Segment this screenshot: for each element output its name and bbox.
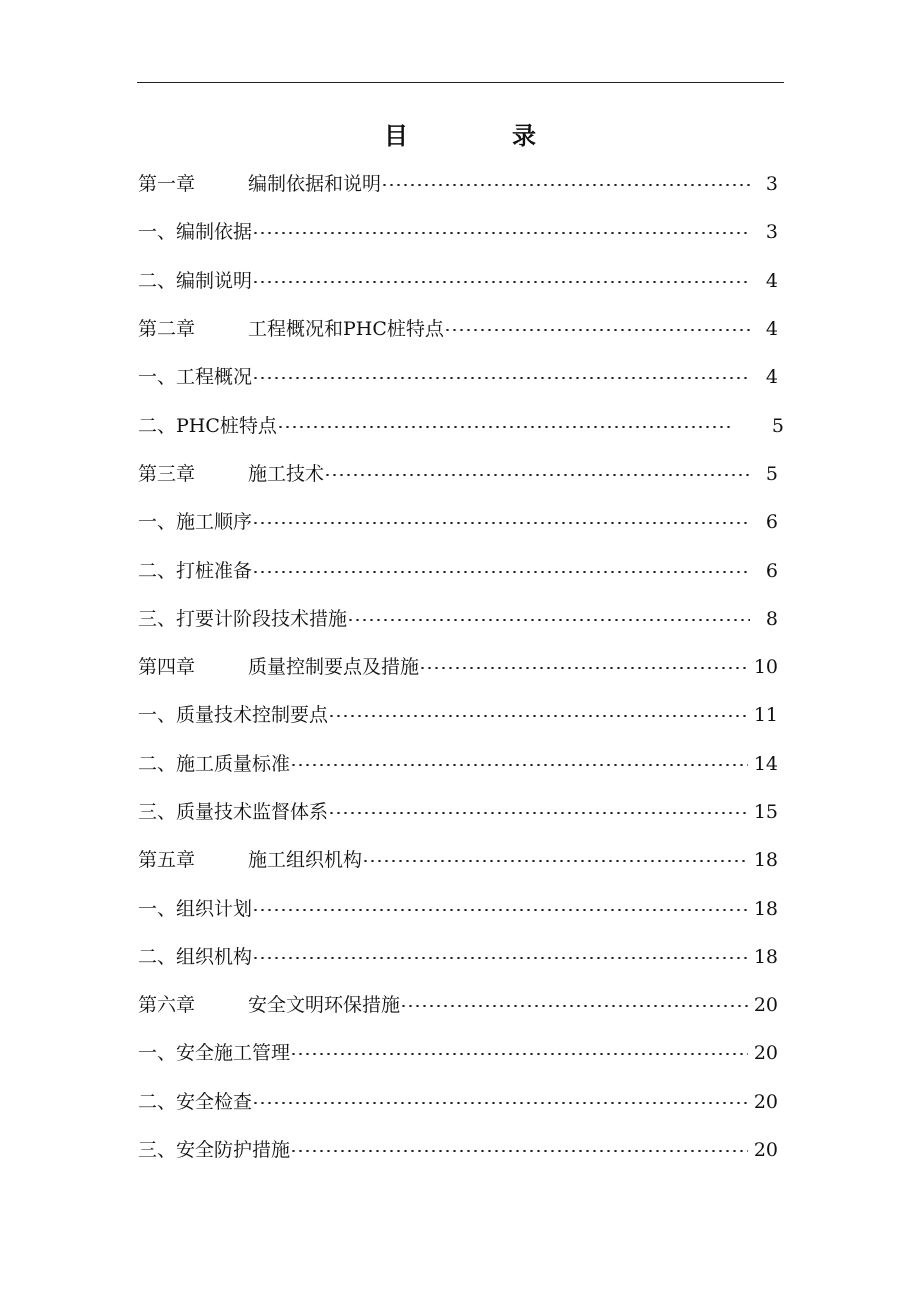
table-of-contents — [138, 160, 784, 1174]
toc-entry-section[interactable] — [138, 691, 778, 739]
page-number: 14 — [753, 752, 778, 775]
dot-leader — [328, 715, 748, 717]
toc-entry-title: 三、打要计阶段技术措施 — [138, 607, 348, 630]
page-number: 18 — [753, 849, 778, 872]
dot-leader — [400, 1005, 748, 1007]
toc-entry-title: 二、编制说明 — [138, 269, 253, 292]
toc-entry-title: 施工组织机构 — [248, 849, 363, 872]
toc-entry-title: 一、质量技术控制要点 — [138, 704, 329, 727]
chapter-number: 第六章 — [138, 994, 196, 1017]
toc-entry-chapter-6[interactable] — [138, 981, 778, 1029]
dot-leader — [290, 1150, 748, 1152]
page-number: 3 — [765, 173, 778, 196]
toc-entry-chapter-2[interactable] — [138, 305, 778, 353]
toc-entry-title: 安全文明环保措施 — [248, 994, 401, 1017]
dot-leader — [252, 281, 750, 283]
toc-entry-section[interactable] — [138, 208, 778, 256]
page-number: 11 — [753, 704, 778, 727]
toc-entry-chapter-3[interactable] — [138, 450, 778, 498]
toc-entry-title: 一、编制依据 — [138, 221, 253, 244]
header-rule — [137, 82, 784, 83]
dot-leader — [252, 522, 750, 524]
toc-entry-section[interactable] — [138, 788, 778, 836]
page-number: 10 — [753, 656, 778, 679]
chapter-number: 第三章 — [138, 462, 196, 485]
toc-entry-section[interactable] — [138, 257, 778, 305]
toc-entry-title: 一、组织计划 — [138, 897, 253, 920]
dot-leader — [290, 1053, 748, 1055]
toc-entry-section[interactable] — [138, 1029, 778, 1077]
dot-leader — [252, 377, 750, 379]
toc-entry-section[interactable] — [138, 498, 778, 546]
page-number: 3 — [765, 221, 778, 244]
page-number: 4 — [765, 269, 778, 292]
toc-entry-section[interactable] — [138, 933, 778, 981]
toc-title: 目 录 — [384, 121, 576, 150]
dot-leader — [252, 232, 750, 234]
toc-entry-chapter-1[interactable] — [138, 160, 778, 208]
chapter-number: 第五章 — [138, 849, 196, 872]
toc-entry-title: 二、组织机构 — [138, 945, 253, 968]
page-number: 8 — [765, 607, 778, 630]
dot-leader — [324, 474, 750, 476]
toc-entry-chapter-4[interactable] — [138, 643, 778, 691]
dot-leader — [252, 571, 750, 573]
dot-leader — [328, 812, 748, 814]
chapter-number: 第二章 — [138, 318, 196, 341]
toc-entry-title: 二、安全检查 — [138, 1090, 253, 1113]
page-number: 20 — [753, 1042, 778, 1065]
page-number: 15 — [753, 801, 778, 823]
page-number: 6 — [765, 511, 778, 534]
dot-leader — [290, 764, 748, 766]
dot-leader — [252, 909, 748, 911]
page-number: 20 — [753, 994, 778, 1017]
toc-entry-title: 二、施工质量标准 — [138, 752, 291, 775]
page-number: 18 — [753, 897, 778, 920]
page-number: 4 — [765, 366, 778, 389]
toc-entry-section[interactable] — [138, 401, 784, 449]
toc-entry-section[interactable] — [138, 1078, 778, 1126]
page-number: 4 — [765, 318, 778, 341]
dot-leader — [252, 957, 748, 959]
chapter-number: 第一章 — [138, 173, 196, 196]
toc-entry-title: 一、施工顺序 — [138, 511, 253, 534]
toc-entry-chapter-5[interactable] — [138, 836, 778, 884]
dot-leader — [362, 860, 748, 862]
toc-entry-title: 工程概况和PHC桩特点 — [248, 318, 444, 341]
dot-leader — [277, 426, 732, 428]
toc-entry-title: 施工技术 — [248, 462, 325, 485]
toc-entry-section[interactable] — [138, 740, 778, 788]
page-number: 18 — [753, 945, 778, 968]
page-number: 20 — [753, 1139, 778, 1162]
page-number: 6 — [765, 559, 778, 582]
toc-entry-title: 一、安全施工管理 — [138, 1042, 291, 1065]
dot-leader — [347, 619, 750, 621]
toc-entry-title: 编制依据和说明 — [248, 173, 382, 196]
toc-entry-section[interactable] — [138, 884, 778, 932]
toc-entry-title: 三、安全防护措施 — [138, 1139, 291, 1162]
page-number: 5 — [765, 462, 778, 485]
dot-leader — [381, 184, 750, 186]
dot-leader — [444, 329, 750, 331]
toc-entry-section[interactable] — [138, 353, 778, 401]
toc-entry-title: 二、打桩准备 — [138, 559, 253, 582]
toc-entry-title: 一、工程概况 — [138, 366, 253, 389]
dot-leader — [252, 1102, 748, 1104]
toc-entry-section[interactable] — [138, 1126, 778, 1174]
chapter-number: 第四章 — [138, 656, 196, 679]
dot-leader — [419, 667, 748, 669]
toc-entry-title: 三、质量技术监督体系 — [138, 801, 329, 823]
toc-entry-title: 二、PHC桩特点 — [138, 414, 277, 437]
page-number: 20 — [753, 1090, 778, 1113]
page-number: 5 — [771, 414, 784, 437]
toc-entry-section[interactable] — [138, 595, 778, 643]
toc-entry-section[interactable] — [138, 546, 778, 594]
toc-entry-title: 质量控制要点及措施 — [248, 656, 420, 679]
